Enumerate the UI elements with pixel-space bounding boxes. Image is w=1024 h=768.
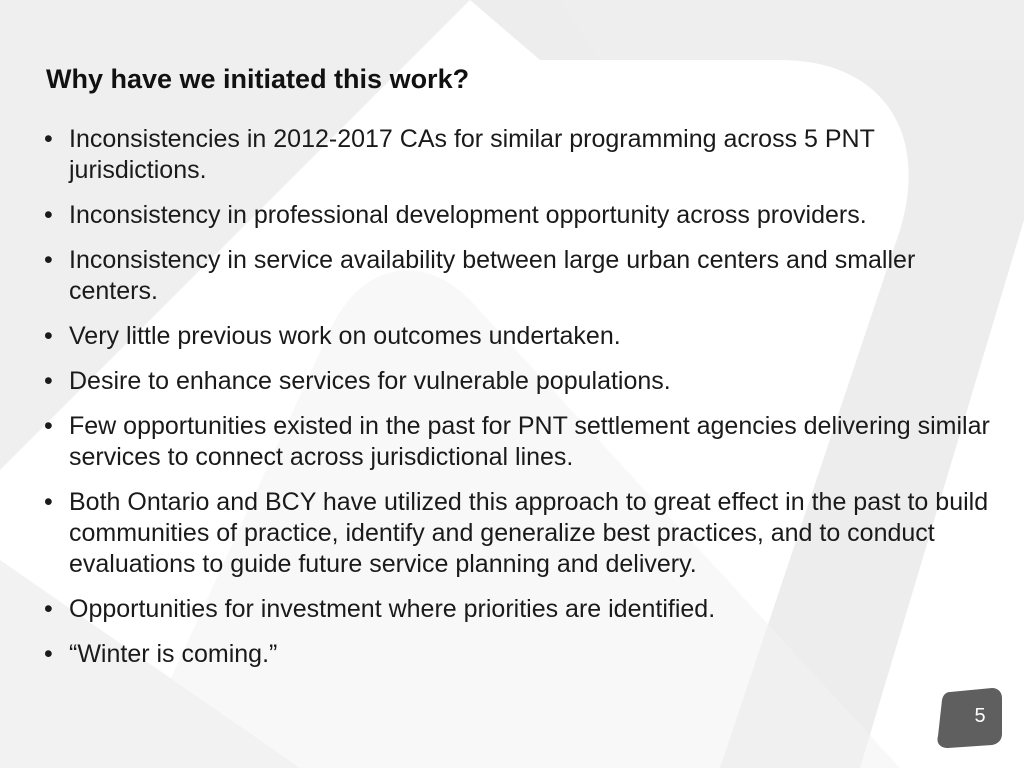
bullet-item (44, 321, 1004, 352)
bullet-item (44, 594, 1004, 625)
bullet-item (44, 487, 1004, 580)
bullet-item (44, 200, 1004, 231)
bullet-marker: • (44, 246, 53, 274)
bullet-marker: • (44, 595, 53, 623)
bullet-text: Both Ontario and BCY have utilized this approach to great effect in the past to build communities of practice, identify and generalize best practices, and to conduct evaluations to guide future service planning and delivery. (69, 488, 989, 578)
bullet-text: Very little previous work on outcomes undertaken. (69, 322, 621, 350)
bullet-item (44, 411, 1004, 473)
bullet-item (44, 245, 1004, 307)
bullet-marker: • (44, 640, 53, 668)
bullet-item (44, 366, 1004, 397)
slide-title: Why have we initiated this work? (46, 64, 470, 94)
page-number: 5 (974, 705, 986, 727)
bullet-text: Desire to enhance services for vulnerable populations. (69, 367, 671, 395)
bullet-text: Inconsistencies in 2012-2017 CAs for similar programming across 5 PNT jurisdictions. (69, 125, 875, 184)
bullet-text: Few opportunities existed in the past for PNT settlement agencies delivering similar services to connect across jurisdictional lines. (69, 412, 990, 471)
bullet-marker: • (44, 125, 53, 153)
bullet-marker: • (44, 367, 53, 395)
page-number-badge (934, 688, 1004, 748)
bullet-marker: • (44, 322, 53, 350)
bullet-marker: • (44, 201, 53, 229)
bullet-text: “Winter is coming.” (69, 640, 278, 668)
bullet-text: Inconsistency in professional development opportunity across providers. (69, 201, 867, 229)
bullet-marker: • (44, 412, 53, 440)
bullet-item (44, 639, 1004, 670)
bullet-list (44, 124, 1004, 684)
bullet-marker: • (44, 488, 53, 516)
bullet-text: Opportunities for investment where priorities are identified. (69, 595, 716, 623)
bullet-item (44, 124, 1004, 186)
bullet-text: Inconsistency in service availability between large urban centers and smaller centers. (69, 246, 916, 305)
